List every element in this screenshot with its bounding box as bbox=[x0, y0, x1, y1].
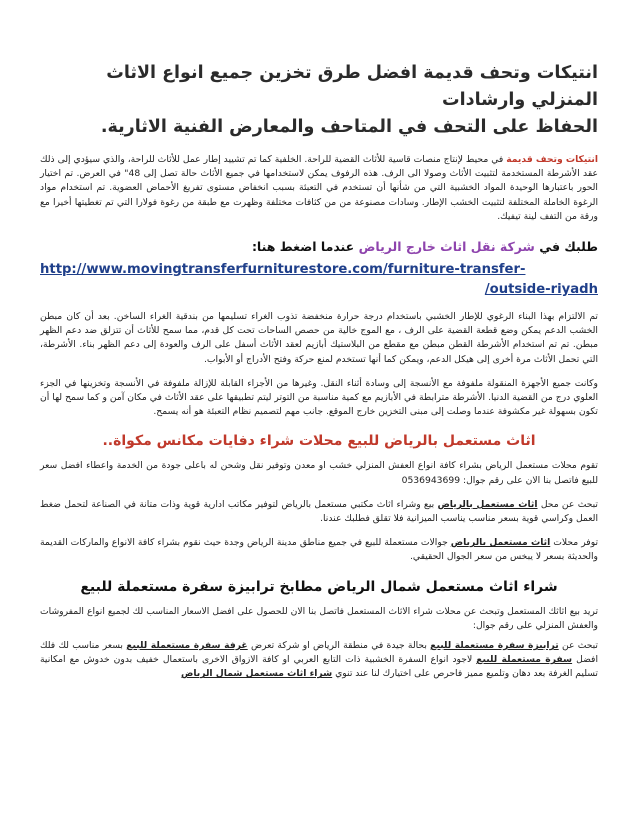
dining-text-3: بسعر مناسب لك فلك افضل bbox=[40, 640, 598, 666]
intro-paragraph bbox=[40, 153, 598, 224]
dining-bold-2[interactable]: غرفة سفرة مستعملة للبيع bbox=[126, 640, 248, 652]
office-bold-link[interactable]: اثاث مستعمل بالرياض bbox=[437, 498, 538, 510]
order-prefix: طلبك في bbox=[534, 239, 598, 255]
intro-text: في محيط لإنتاج منصات قاسية للأثاث القضية للراحة. الخلفية كما تم تشييد إطار عمل للأثاث للراحة، والذي سيؤدي إلى ذلك عقد الأشرطة المستخدمة لتثبيت الأثاث وصولا الى الرف. هذه الرفوف يمكن لاستخدامها في جميع الأثاث حالة تصل إلى 48" في العرض. تم اختيار الحور باعتبارها الوحيدة المواد الخشبية التي من شأنها أن تستخدم في التعبئة بسبب انخفاض مستوى تفريغ الأحماض العضوية. تم استخدام مواد الرغوة الخاملة المختلفة لتثبيت الخشب الإطار. وسادات مصنوعة من من كثافات مختلفة وظهرت مع طبقة من رغوة فولارا التي تم تغطيتها أخيرا مع ورقة من التفف لينة تيفيك. bbox=[40, 154, 598, 222]
phone-number: 0536943699 bbox=[401, 474, 461, 486]
order-suffix: عندما اضغط هنا: bbox=[251, 239, 359, 255]
document-title bbox=[40, 60, 598, 141]
paragraph-sell-furniture: تريد بيع اثاثك المستعمل وتبحث عن محلات شراء الاثاث المستعمل فاتصل بنا الان للحصول على افضل الاسعار المناسب لك لجميع انواع المفروشات والعفش المنزلي على رقم جوال: bbox=[40, 605, 598, 631]
dining-text-4: لاجود انواع السفرة الخشبية ذات التابع العربي او كافة الازواق الاخرى باستعمال خفيف بدون خدوش مع امكانية تسليم الغرفة بعد دهان وتلميع مميز فاحرص على اختيارك لنا عند تنوي bbox=[40, 654, 598, 680]
dining-bold-1[interactable]: ترابيزة سفرة مستعملة للبيع bbox=[430, 640, 559, 652]
paragraph-used-shops bbox=[40, 459, 598, 487]
section-heading-used-furniture: اثاث مستعمل بالرياض للبيع محلات شراء دفايات مكانس مكواة.. bbox=[102, 433, 536, 450]
dining-text-1: تبحث عن bbox=[558, 640, 598, 652]
paragraph-office-furniture bbox=[40, 498, 598, 526]
office-pre: تبحث عن محل bbox=[537, 498, 598, 510]
phones-post: جوالات مستعملة للبيع في جميع مناطق مدينة الرياض وجدة حيث نقوم بشراء كافة الانواع والماركات القديمة والحديثة بسعر لا يبخس من سعر الجوال الحقيقي. bbox=[40, 537, 598, 563]
phones-pre: توفر محلات bbox=[550, 537, 598, 549]
dining-bold-4[interactable]: شراء اثاث مستعمل شمال الرياض bbox=[180, 668, 333, 680]
dining-text-2: بحالة جيدة في منطقة الرياض او شركة تعرض bbox=[247, 640, 431, 652]
intro-lead: انتيكات وتحف قديمة bbox=[506, 154, 598, 165]
section-heading-north-riyadh: شراء اثاث مستعمل شمال الرياض مطابخ ترابيزة سفرة مستعملة للبيع bbox=[80, 578, 558, 595]
paragraph-hardware-wrapping: وكانت جميع الأجهزة المنقولة ملفوفة مع الأنسجة إلى وسادة أثناء النقل. وغيرها من الأجزاء القابلة للإزالة ملفوفة في الأنسجة وتخزينها في الجزء العلوي درج من القضية الدنيا. الأشرطة مترابطة في الأبازيم مع كمية مناسبة من التوتر ليتم تطبيقها على عقد الأثاث في مكان آمن و كما سمح لها أن تكون بسهولة غير مكشوفة عندما وصلت إلى مبنى التخزين خارج الموقع. جانب مهم لتصميم نظام التعبئة هو أنه يسمح. bbox=[40, 377, 598, 418]
paragraph-dining-tables bbox=[40, 639, 598, 682]
office-post: بيع وشراء اثاث مكتبي مستعمل بالرياض لتوفير مكاتب ادارية قوية وذات متانة في الصناعة لتحمل ضغط العمل وكراسي قوية بسعر مناسب يناسب الميزانية فلا تقلق فطلبك عندنا. bbox=[40, 498, 598, 525]
phones-bold-link[interactable]: اثاث مستعمل بالرياض bbox=[450, 537, 551, 549]
paragraph-foam-construction: تم الالتزام بهذا البناء الرغوي للإطار الخشبي باستخدام درجة حرارة منخفضة تذوب الغراء تسليمها من بندقية الغراء الساخن. بعد أن كان مبطن الخشب الدعم يمكن وضع قطعة القضية على الرف ، مع الموج خالية من حصص الساحات تحت كل قدم، مما سمح للأثاث أن تتزلق ضد دعم الظهر مبطن. تم تم استخدام الأشرطة القطن مبطن مع مقطع من البلاستيك أبازيم لعقد الأثاث أسفل على الرف والعودة إلى دعم الظهر بناء. الأشرطة، التي تحمل الأثاث مرة أخرى إلى هيكل الدعم، ويمكن كما أنها تستخدم لمنع حركة وفتح الأدراج أو الأبواب. bbox=[40, 311, 598, 365]
company-link[interactable]: شركة نقل اثاث خارج الرياض bbox=[358, 239, 535, 255]
title-line-2: الحفاظ على التحف في المتاحف والمعارض الفنية الاثارية. bbox=[100, 117, 598, 137]
paragraph-phones bbox=[40, 536, 598, 564]
title-line-1: انتيكات وتحف قديمة افضل طرق تخزين جميع انواع الاثاث المنزلي وارشادات bbox=[106, 63, 598, 110]
url-line-1[interactable]: http://www.movingtransferfurniturestore.com/furniture-transfer- bbox=[40, 262, 526, 278]
order-heading bbox=[40, 238, 598, 256]
dining-bold-3[interactable]: سفرة مستعملة للبيع bbox=[476, 654, 573, 666]
used-shops-text: تقوم محلات مستعمل الرياض بشراء كافة انواع العفش المنزلي خشب او معدن وتوفير نقل وشحن له باعلى جودة من الخدمة واعطاء افضل سعر للبيع فاتصل بنا الان على رقم جوال: bbox=[40, 460, 598, 486]
company-url[interactable] bbox=[40, 260, 598, 300]
url-line-2[interactable]: /outside-riyadh bbox=[484, 282, 598, 298]
